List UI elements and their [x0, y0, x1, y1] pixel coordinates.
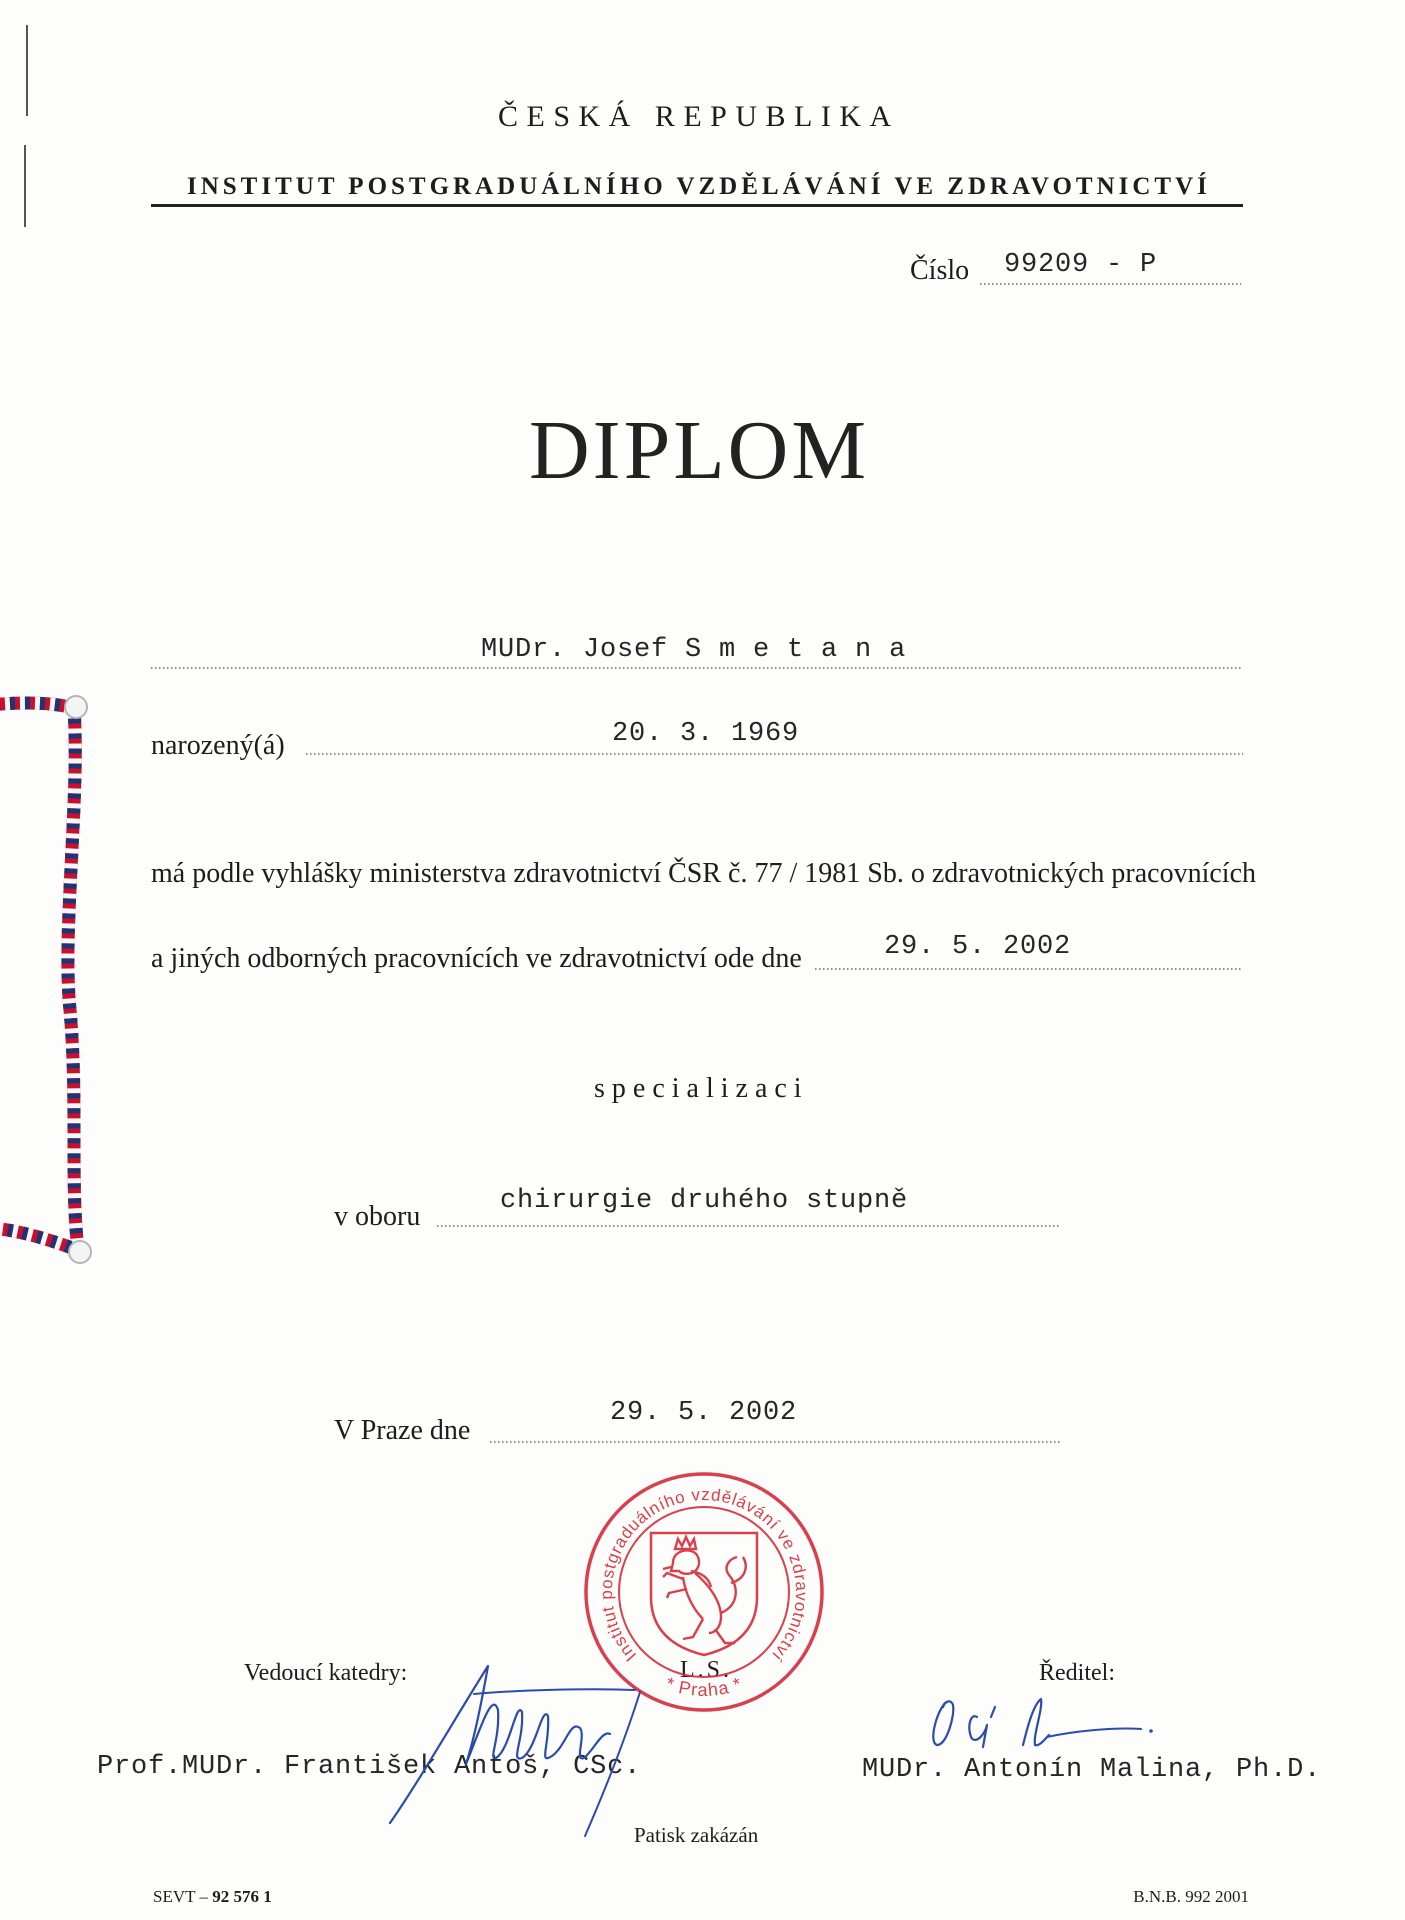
right-signature-initial: [933, 1701, 953, 1745]
print-code-prefix: SEVT –: [153, 1887, 208, 1906]
shield-icon: [651, 1533, 757, 1655]
header-underline: [151, 204, 1243, 207]
right-signatory-name: MUDr. Antonín Malina, Ph.D.: [862, 1755, 1322, 1785]
left-signature-role: Vedoucí katedry:: [244, 1660, 408, 1686]
right-signature: [915, 1685, 1175, 1760]
right-signature-letters: [969, 1699, 1049, 1747]
body-line-2: a jiných odborných pracovnících ve zdravotnictví ode dne: [151, 943, 802, 974]
field-label: v oboru: [334, 1201, 421, 1232]
number-label: Číslo: [910, 255, 970, 286]
specialization-label: specializaci: [594, 1073, 809, 1104]
lion-emblem-icon: [663, 1537, 746, 1643]
right-signature-dot: [1149, 1729, 1153, 1733]
issue-date: 29. 5. 2002: [610, 1398, 798, 1428]
cord-grommet-bottom: [69, 1241, 91, 1263]
print-reference: B.N.B. 992 2001: [1133, 1887, 1249, 1906]
field-dotted-line: [437, 1225, 1061, 1227]
since-date: 29. 5. 2002: [884, 932, 1072, 962]
stamp-city-text: * Praha *: [663, 1673, 745, 1701]
holder-name: MUDr. Josef S m e t a n a: [481, 635, 907, 665]
country-heading: ČESKÁ REPUBLIKA: [498, 100, 900, 133]
right-signature-role: Ředitel:: [1039, 1660, 1115, 1686]
tricolor-cord: [0, 680, 110, 1280]
issue-place-label: V Praze dne: [334, 1415, 471, 1446]
left-signature-stroke-descender: [585, 1692, 640, 1836]
cord-blue-strand: [0, 703, 78, 1250]
birth-date: 20. 3. 1969: [612, 719, 800, 749]
birth-label: narozený(á): [151, 730, 285, 761]
right-signature-tail: [1047, 1728, 1141, 1737]
left-signatory-name: Prof.MUDr. František Antoš, CSc.: [97, 1752, 642, 1782]
reprint-notice: Patisk zakázán: [634, 1823, 759, 1847]
binding-marks: [0, 0, 60, 260]
number-dotted-line: [980, 283, 1241, 285]
holder-name-dotted-line: [151, 667, 1243, 669]
cord-grommet-top: [65, 696, 87, 718]
page-title: DIPLOM: [529, 404, 870, 497]
stamp-ring-text: Institut postgraduálního vzdělávání ve zdravotnictví: [596, 1484, 812, 1666]
print-code-number: 92 576 1: [212, 1887, 272, 1906]
birth-dotted-line: [306, 753, 1243, 755]
issue-dotted-line: [490, 1441, 1061, 1443]
print-code: [153, 1888, 272, 1905]
locus-sigilli: L.S.: [680, 1657, 733, 1683]
field-value: chirurgie druhého stupně: [500, 1186, 909, 1216]
since-date-dotted-line: [815, 968, 1243, 970]
number-value: 99209 - P: [1004, 250, 1158, 280]
institute-heading: INSTITUT POSTGRADUÁLNÍHO VZDĚLÁVÁNÍ VE ZDRAVOTNICTVÍ: [187, 173, 1211, 200]
left-signature: [370, 1650, 670, 1850]
left-signature-stroke-bar: [474, 1689, 635, 1694]
body-line-1: má podle vyhlášky ministerstva zdravotnictví ČSR č. 77 / 1981 Sb. o zdravotnických pracovnících: [151, 858, 1257, 889]
